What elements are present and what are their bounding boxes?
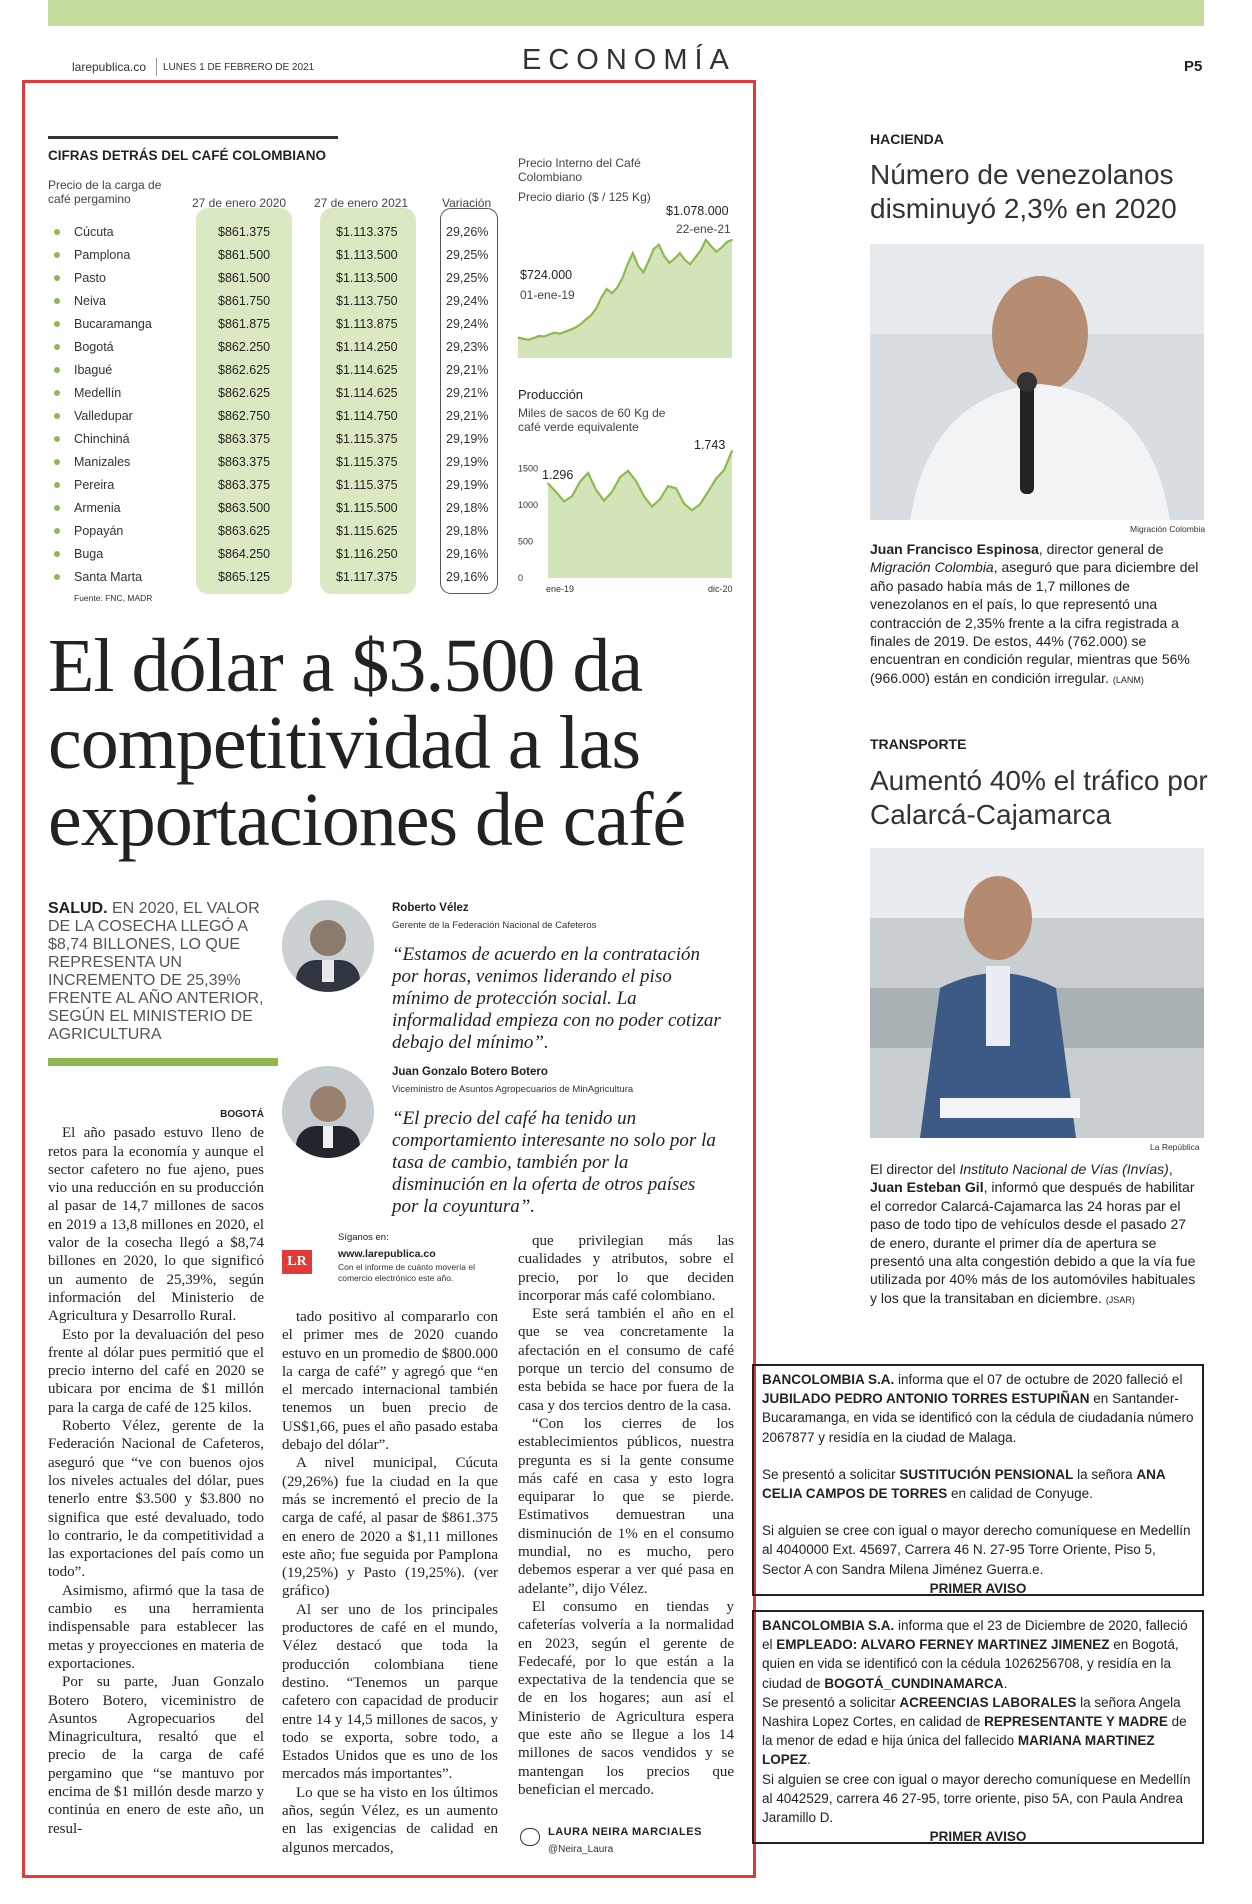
data-point <box>627 263 629 265</box>
data-point <box>611 292 613 294</box>
transporte-text-5: , informó que después de habilitar el corredor Calarcá-Cajamarca las 24 horas par el paso de todo tipo de vehículos desde el pasado 27 de enero, durante el primer día de apertura se presentó una alta congestión debido a que la vía fue utilizada por 40% más de los automóviles habituales y los que la transitaban en diciembre. <box>870 1179 1196 1306</box>
table-row <box>36 222 506 245</box>
article-paragraph: “Con los cierres de los establecimientos públicos, nuestra pregunta es si la gente consume más café en casa y esto logra equiparar lo que se pierde. Estimativos demuestran una disminución de 1% en el consumo mundial, no es mucho, pero debemos esperar a ver qué pasa en adelante”, dijo Vélez. <box>518 1415 734 1597</box>
city-name: Cúcuta <box>74 225 114 239</box>
table-row-label-header: Precio de la carga de café pergamino <box>48 178 162 206</box>
follow-site[interactable]: www.larepublica.co <box>338 1248 436 1260</box>
data-point <box>538 335 540 337</box>
data-point <box>548 334 550 336</box>
price-2021: $1.115.625 <box>336 524 398 538</box>
price-2020: $862.625 <box>218 386 271 400</box>
data-point <box>587 472 589 474</box>
ann1-claimant: ANA CELIA CAMPOS DE TORRES <box>762 1466 1166 1502</box>
data-point <box>595 489 597 491</box>
chart2-end-value: 1.743 <box>694 438 726 452</box>
variation: 29,18% <box>446 524 489 538</box>
article-paragraph: Asimismo, afirmó que la tasa de cambio es una herramienta indispensable para establecer las metas y proyecciones en materia de exportaciones. <box>48 1582 264 1672</box>
x-tick-label: ene-19 <box>546 584 575 592</box>
data-point <box>533 337 535 339</box>
city-name: Chinchiná <box>74 432 130 446</box>
article-paragraph: El año pasado estuvo lleno de retos para la economía y aunque el sector cafetero no fue ajeno, pues vio una reducción en su producción al pasar de 14,7 millones de sacos en 2019 a 13,8 millones en 2020, el valor de la cosecha llegó a $8,74 billones en 2020, lo que significó un aumento de 25,39%, según información del Ministerio de Agricultura y Desarrollo Rural. <box>48 1125 264 1325</box>
data-point <box>547 483 549 485</box>
ann1-t3: Se presentó a solicitar <box>762 1466 900 1482</box>
bullet-icon <box>54 390 60 396</box>
bullet-icon <box>54 413 60 419</box>
price-2021: $1.116.250 <box>336 547 398 561</box>
announcement-1-notice: PRIMER AVISO <box>929 1580 1027 1596</box>
variation: 29,21% <box>446 363 489 377</box>
ann2-person: EMPLEADO: ALVARO FERNEY MARTINEZ JIMENEZ <box>776 1637 1110 1653</box>
data-point <box>710 245 712 247</box>
article-paragraph: Por su parte, Juan Gonzalo Botero Botero, viceministro de Asuntos Agropecuarios del Minagricultura, resaltó que el precio de la carga de café pergamino que “se mantuvo por encima de $1 millón desde marzo y continúa en enero de este año, un resul- <box>48 1674 264 1837</box>
article-paragraph: Al ser uno de los principales productores de café en el mundo, Vélez destacó que toda la producción colombiana tiene destino. “Tenemos un parque cafetero con capacidad de producir entre 14 y 14,5 millones de sacos, y todo se exporta, sobre todo, a Estados Unidos que es uno de los mercados más importantes”. <box>282 1601 498 1783</box>
data-point <box>635 480 637 482</box>
column-header-2020: 27 de enero 2020 <box>192 196 287 210</box>
city-name: Bogotá <box>74 340 114 354</box>
city-name: Pamplona <box>74 248 131 262</box>
data-point <box>705 239 707 241</box>
bullet-icon <box>54 275 60 281</box>
price-2021: $1.115.500 <box>336 501 398 515</box>
ann1-t4: la señora <box>1073 1466 1137 1482</box>
data-point <box>731 450 733 452</box>
column-header-2021: 27 de enero 2021 <box>314 196 409 210</box>
ann2-bank: BANCOLOMBIA S.A. <box>762 1618 895 1633</box>
portrait-icon <box>282 900 374 992</box>
transporte-text-2: Instituto Nacional de Vías (Invías) <box>959 1161 1169 1177</box>
table-row <box>36 498 506 521</box>
table-row <box>36 429 506 452</box>
quote1-name: Roberto Vélez <box>392 902 469 914</box>
ann2-t6: de la menor de edad e hija única del fallecido <box>762 1714 1187 1749</box>
ann2-t2: en Bogotá, quien en vida se identificó con la cédula 1026256708, y residía en la ciudad de <box>762 1637 1179 1691</box>
table-row <box>36 291 506 314</box>
x-tick-label: dic-20 <box>708 584 733 592</box>
bullet-icon <box>54 344 60 350</box>
data-point <box>723 469 725 471</box>
table-row <box>36 337 506 360</box>
portrait-photo-icon <box>870 244 1204 520</box>
quote1-avatar <box>282 900 374 992</box>
infographic-title: CIFRAS DETRÁS DEL CAFÉ COLOMBIANO <box>48 148 327 163</box>
y-tick-label: 0 <box>518 573 524 583</box>
data-point <box>555 491 557 493</box>
article-paragraph: que privilegian más las cualidades y atributos, sobre el precio, por lo que deciden incorporar más café colombiano. <box>518 1233 734 1304</box>
chart2-title: Producción <box>518 387 584 402</box>
data-point <box>674 258 676 260</box>
ann2-child: MARIANA MARTINEZ LOPEZ <box>762 1733 1155 1768</box>
variation: 29,23% <box>446 340 489 354</box>
ann2-t5: la señora Angela Nashira Lopez Cortes, en calidad de <box>762 1694 1181 1730</box>
data-point <box>691 509 693 511</box>
city-name: Popayán <box>74 524 124 538</box>
data-point <box>659 498 661 500</box>
price-2020: $865.125 <box>218 570 271 584</box>
variation: 29,24% <box>446 317 489 331</box>
bullet-icon <box>54 436 60 442</box>
hacienda-tag: (LANM) <box>1112 674 1144 685</box>
quote2-text: “El precio del café ha tenido un comportamiento interesante no solo por la tasa de cambio, también por la disminución en la oferta de otros países por la coyuntura”. <box>392 1108 716 1217</box>
issue-date: LUNES 1 DE FEBRERO DE 2021 <box>163 62 315 73</box>
price-2020: $862.625 <box>218 363 271 377</box>
table-row <box>36 475 506 498</box>
chart1-end-value: $1.078.000 <box>666 204 729 218</box>
price-2021: $1.117.375 <box>336 570 398 584</box>
byline-icon <box>520 1828 540 1846</box>
city-name: Armenia <box>74 501 121 515</box>
ann2-city: BOGOTÁ_CUNDINAMARCA <box>824 1675 1004 1691</box>
y-tick-label: 500 <box>518 536 534 547</box>
table-row <box>36 406 506 429</box>
variation: 29,26% <box>446 225 489 239</box>
table-row <box>36 360 506 383</box>
ann2-t1: informa que el 23 de Diciembre de 2020, falleció el <box>762 1618 1188 1653</box>
price-2020: $863.375 <box>218 455 271 469</box>
table-row <box>36 567 506 590</box>
variation: 29,16% <box>446 547 489 561</box>
kicker-rule <box>48 1058 278 1066</box>
variation: 29,25% <box>446 248 489 262</box>
lr-logo: LR <box>282 1250 312 1274</box>
transporte-tag: (JSAR) <box>1105 1294 1135 1305</box>
article-kicker <box>48 900 278 1044</box>
data-point <box>695 256 697 258</box>
price-2020: $864.250 <box>218 547 271 561</box>
announcement-2 <box>752 1610 1204 1844</box>
city-name: Buga <box>74 547 104 561</box>
variation: 29,18% <box>446 501 489 515</box>
series-area <box>548 451 732 578</box>
chart1-title: Precio Interno del Café Colombiano <box>518 156 641 184</box>
table-row <box>36 521 506 544</box>
hacienda-text-1: , director general de <box>1038 541 1164 557</box>
header-divider <box>156 58 157 76</box>
chart2-start-value: 1.296 <box>542 468 574 482</box>
data-point <box>707 491 709 493</box>
transporte-text-1: El director del <box>870 1161 960 1177</box>
top-color-band <box>48 0 1204 26</box>
transporte-headline: Aumentó 40% el tráfico por Calarcá-Cajamarca <box>870 765 1208 830</box>
y-tick-label: 1000 <box>518 500 539 511</box>
data-point <box>642 272 644 274</box>
price-2021: $1.113.375 <box>336 225 398 239</box>
bullet-icon <box>54 551 60 557</box>
price-2020: $863.625 <box>218 524 271 538</box>
variation: 29,21% <box>446 386 489 400</box>
article-column-1 <box>48 1106 264 1838</box>
hacienda-text-3: , aseguró que para diciembre del año pasado había más de 1,7 millones de venezolanos en el país, lo que representó una contracción de 2,35% frente a la cifra registrada a finales de 2019. De estos, 44% (762.000) se encuentran en condición regular, mientras que 56% (966.000) están en condición irregular. <box>870 559 1199 686</box>
price-2021: $1.115.375 <box>336 478 398 492</box>
ann2-role: REPRESENTANTE Y MADRE <box>984 1714 1168 1730</box>
price-2021: $1.113.500 <box>336 248 398 262</box>
follow-label: Síganos en: <box>338 1232 389 1243</box>
transporte-photo-credit: La República <box>1150 1142 1200 1152</box>
bullet-icon <box>54 229 60 235</box>
data-point <box>699 503 701 505</box>
article-column-2 <box>282 1308 498 1857</box>
page-number: P5 <box>1184 58 1203 75</box>
data-point <box>543 336 545 338</box>
data-point <box>663 255 665 257</box>
bullet-icon <box>54 574 60 580</box>
announcement-1-para-2 <box>762 1465 1194 1503</box>
quote2-avatar <box>282 1066 374 1158</box>
ann1-bank: BANCOLOMBIA S.A. <box>762 1372 895 1387</box>
portrait-photo-icon <box>870 848 1204 1138</box>
article-paragraph: El consumo en tiendas y cafeterías volvería a la normalidad en 2023, según el gerente de Fedecafé, por lo que están a la expectativa de la tendencia que se de en los hogares; aun así el Ministerio de Agricultura espera que este año se llegue a los 14 millones de sacos vendidos y se mantengan los precios que benefician el mercado. <box>518 1598 734 1798</box>
article-paragraph: Esto por la devaluación del peso frente al dólar pues permitió que el precio interno del café en 2020 se ubicara por encima de $1 millón para la carga de café de 125 kilos. <box>48 1326 264 1416</box>
price-2021: $1.115.375 <box>336 432 398 446</box>
transporte-text-4: Juan Esteban Gil <box>870 1179 984 1196</box>
transporte-body <box>870 1160 1204 1309</box>
column-header-variation: Variación <box>442 196 492 210</box>
city-name: Pereira <box>74 478 115 492</box>
follow-note: Con el informe de cuánto movería el comercio electrónico este año. <box>338 1262 476 1283</box>
chart1-end-date: 22-ene-21 <box>676 222 731 236</box>
data-point <box>653 248 655 250</box>
data-point <box>590 314 592 316</box>
bullet-icon <box>54 298 60 304</box>
ann2-request: ACREENCIAS LABORALES <box>899 1694 1077 1710</box>
bullet-icon <box>54 505 60 511</box>
dateline: BOGOTÁ <box>220 1109 264 1120</box>
hacienda-lead-name: Juan Francisco Espinosa <box>870 541 1039 557</box>
data-point <box>689 263 691 265</box>
table-row <box>36 268 506 291</box>
data-point <box>683 503 685 505</box>
city-name: Neiva <box>74 294 106 308</box>
data-point <box>575 327 577 329</box>
hacienda-photo <box>870 244 1204 520</box>
data-point <box>522 338 524 340</box>
price-2021: $1.114.250 <box>336 340 398 354</box>
quote2-name: Juan Gonzalo Botero Botero <box>392 1066 548 1078</box>
quote2-role: Viceministro de Asuntos Agropecuarios de MinAgricultura <box>392 1084 634 1095</box>
ann2-t3: . <box>1003 1675 1008 1691</box>
city-name: Medellín <box>74 386 122 400</box>
variation: 29,19% <box>446 478 489 492</box>
data-point <box>669 262 671 264</box>
variation: 29,16% <box>446 570 489 584</box>
bullet-icon <box>54 459 60 465</box>
data-point <box>721 247 723 249</box>
price-2020: $862.250 <box>218 340 271 354</box>
data-point <box>715 251 717 253</box>
kicker-tag: SALUD. <box>48 900 108 917</box>
article-paragraph: Roberto Vélez, gerente de la Federación Nacional de Cafeteros, aseguró que “ve con buenos ojos los niveles actuales del dólar, pues tenerlo entre $3.500 y $3.800 no significa que esté devaluado, todo lo contrario, le da competitividad a las exportaciones del país como un todo”. <box>48 1418 264 1581</box>
variation: 29,25% <box>446 271 489 285</box>
price-2021: $1.113.750 <box>336 294 398 308</box>
price-2021: $1.114.625 <box>336 363 398 377</box>
chart1-start-value: $724.000 <box>520 268 573 282</box>
ann2-t7: . <box>807 1752 811 1768</box>
transporte-photo <box>870 848 1204 1138</box>
data-point <box>731 239 733 241</box>
price-2020: $861.500 <box>218 271 271 285</box>
data-point <box>611 491 613 493</box>
chart1-start-date: 01-ene-19 <box>520 288 575 302</box>
byline-handle[interactable]: @Neira_Laura <box>548 1844 614 1855</box>
announcement-1-para-1 <box>762 1370 1194 1447</box>
price-2020: $863.375 <box>218 432 271 446</box>
city-name: Valledupar <box>74 409 133 423</box>
article-paragraph: Este será también el año en el que se vea concretamente la afectación en el consumo de café porque un tercio del consumo de esta bebida se hace por fuera de la casa y dos tercios dentro de la casa. <box>518 1306 734 1414</box>
quote1-text: “Estamos de acuerdo en la contratación por horas, venimos liderando el piso mínimo de protección social. La informalidad empieza con no poder cotizar debajo del mínimo”. <box>392 944 721 1053</box>
hacienda-photo-credit: Migración Colombia <box>1130 524 1206 534</box>
kicker-text: EN 2020, EL VALOR DE LA COSECHA LLEGÓ A $8,74 BILLONES, LO QUE REPRESENTA UN INCREMENTO DE 25,39% FRENTE AL AÑO ANTERIOR, SEGÚN EL MINISTERIO DE AGRICULTURA <box>48 900 264 1043</box>
data-point <box>632 252 634 254</box>
price-2021: $1.115.375 <box>336 455 398 469</box>
article-paragraph: tado positivo al compararlo con el primer mes de 2020 cuando estuvo en un promedio de $800.000 la carga de café” y agregó que “en el mercado internacional también tenemos un buen precio de US$1,66, pues el año pasado estaba debajo del dólar”. <box>282 1309 498 1454</box>
table-source: Fuente: FNC, MADR <box>74 593 153 603</box>
data-point <box>679 252 681 254</box>
announcement-1-para-3: Si alguien se cree con igual o mayor derecho comuníquese en Medellín al 4040000 Ext. 45697, Carrera 46 N. 27-95 Torre Oriente, Piso 5, Sector A con Sandra Milena Jiménez Guerra.e. <box>762 1523 1191 1577</box>
transporte-text-3: , <box>1168 1161 1173 1177</box>
announcement-2-para-2 <box>762 1693 1194 1770</box>
data-point <box>616 287 618 289</box>
price-2020: $861.375 <box>218 225 271 239</box>
data-point <box>569 329 571 331</box>
data-point <box>619 476 621 478</box>
bullet-icon <box>54 321 60 327</box>
data-point <box>554 332 556 334</box>
data-point <box>571 495 573 497</box>
y-tick-label: 1500 <box>518 463 539 474</box>
city-name: Pasto <box>74 271 106 285</box>
ann1-request: SUSTITUCIÓN PENSIONAL <box>899 1466 1074 1482</box>
data-point <box>563 501 565 503</box>
price-2021: $1.113.875 <box>336 317 398 331</box>
hacienda-body <box>870 540 1204 689</box>
price-2021: $1.113.500 <box>336 271 398 285</box>
section-hacienda: HACIENDA <box>870 131 944 147</box>
data-point <box>528 339 530 341</box>
data-point <box>648 261 650 263</box>
section-transporte: TRANSPORTE <box>870 736 967 752</box>
data-point <box>564 331 566 333</box>
announcement-1 <box>752 1364 1204 1596</box>
ann1-t1: informa que el 07 de octubre de 2020 falleció el <box>894 1372 1183 1387</box>
announcement-2-para-1 <box>762 1616 1194 1693</box>
variation: 29,24% <box>446 294 489 308</box>
variation: 29,19% <box>446 432 489 446</box>
chart1-subtitle: Precio diario ($ / 125 Kg) <box>518 190 651 204</box>
data-point <box>651 506 653 508</box>
article-paragraph: Lo que se ha visto en los últimos años, según Vélez, es un aumento en las exigencias de calidad en algunos mercados, <box>282 1784 498 1856</box>
data-point <box>675 487 677 489</box>
table-row <box>36 314 506 337</box>
data-point <box>684 259 686 261</box>
table-row <box>36 245 506 268</box>
price-2020: $861.500 <box>218 248 271 262</box>
hacienda-text-2: Migración Colombia <box>870 559 994 576</box>
data-point <box>585 319 587 321</box>
data-point <box>603 500 605 502</box>
portrait-icon <box>282 1066 374 1158</box>
data-point <box>559 333 561 335</box>
section-title: ECONOMÍA <box>522 44 736 76</box>
city-name: Santa Marta <box>74 570 143 584</box>
article-headline: El dólar a $3.500 da competitividad a las exportaciones de café <box>48 624 686 862</box>
data-point <box>643 495 645 497</box>
bullet-icon <box>54 482 60 488</box>
data-point <box>700 250 702 252</box>
quote1-role: Gerente de la Federación Nacional de Cafeteros <box>392 920 597 931</box>
variation: 29,21% <box>446 409 489 423</box>
site-name[interactable]: larepublica.co <box>72 60 147 74</box>
table-row <box>36 383 506 406</box>
data-point <box>579 481 581 483</box>
data-point <box>637 265 639 267</box>
data-point <box>606 288 608 290</box>
announcement-2-notice: PRIMER AVISO <box>929 1829 1027 1845</box>
announcement-2-para-3: Si alguien se cree con igual o mayor derecho comuníquese en Medellín al 4042529, carrera 46 27-95, torre oriente, piso 5A, con Paula Andrea Jaramillo D. <box>762 1771 1191 1826</box>
data-point <box>580 323 582 325</box>
price-2020: $863.375 <box>218 478 271 492</box>
ann1-person: JUBILADO PEDRO ANTONIO TORRES ESTUPIÑAN <box>762 1391 1090 1407</box>
data-point <box>622 277 624 279</box>
data-point <box>601 296 603 298</box>
ann2-t4: Se presentó a solicitar <box>762 1694 900 1710</box>
bullet-icon <box>54 367 60 373</box>
data-point <box>667 485 669 487</box>
article-column-3 <box>518 1232 734 1799</box>
data-point <box>595 307 597 309</box>
city-name: Bucaramanga <box>74 317 152 331</box>
city-name: Ibagué <box>74 363 113 377</box>
hacienda-headline: Número de venezolanos disminuyó 2,3% en 2020 <box>870 159 1177 224</box>
price-2021: $1.114.750 <box>336 409 398 423</box>
bullet-icon <box>54 528 60 534</box>
variation: 29,19% <box>446 455 489 469</box>
data-point <box>627 470 629 472</box>
ann1-t2: en Santander-Bucaramanga, en vida se identificó con la cédula de ciudadanía número 2067877 y residía en la ciudad de Malaga. <box>762 1391 1194 1445</box>
production-chart <box>518 434 736 592</box>
city-name: Manizales <box>74 455 131 469</box>
price-2020: $861.750 <box>218 294 271 308</box>
data-point <box>726 241 728 243</box>
table-row <box>36 544 506 567</box>
price-2020: $861.875 <box>218 317 271 331</box>
byline-name: LAURA NEIRA MARCIALES <box>548 1826 702 1838</box>
data-point <box>658 244 660 246</box>
bullet-icon <box>54 252 60 258</box>
article-paragraph: A nivel municipal, Cúcuta (29,26%) fue la ciudad en la que más se incrementó el precio de la carga de café, al pasar de $861.375 en enero de 2020 a $1,11 millones este año; fue seguida por Pamplona (19,25%) y Pasto (19,25%). (ver gráfico) <box>282 1455 498 1600</box>
table-row <box>36 452 506 475</box>
price-2021: $1.114.625 <box>336 386 398 400</box>
chart2-subtitle: Miles de sacos de 60 Kg de café verde equivalente <box>518 406 666 434</box>
price-2020: $862.750 <box>218 409 271 423</box>
price-2020: $863.500 <box>218 501 271 515</box>
infographic-rule <box>48 136 338 139</box>
data-point <box>715 478 717 480</box>
ann1-t5: en calidad de Conyuge. <box>947 1486 1093 1502</box>
